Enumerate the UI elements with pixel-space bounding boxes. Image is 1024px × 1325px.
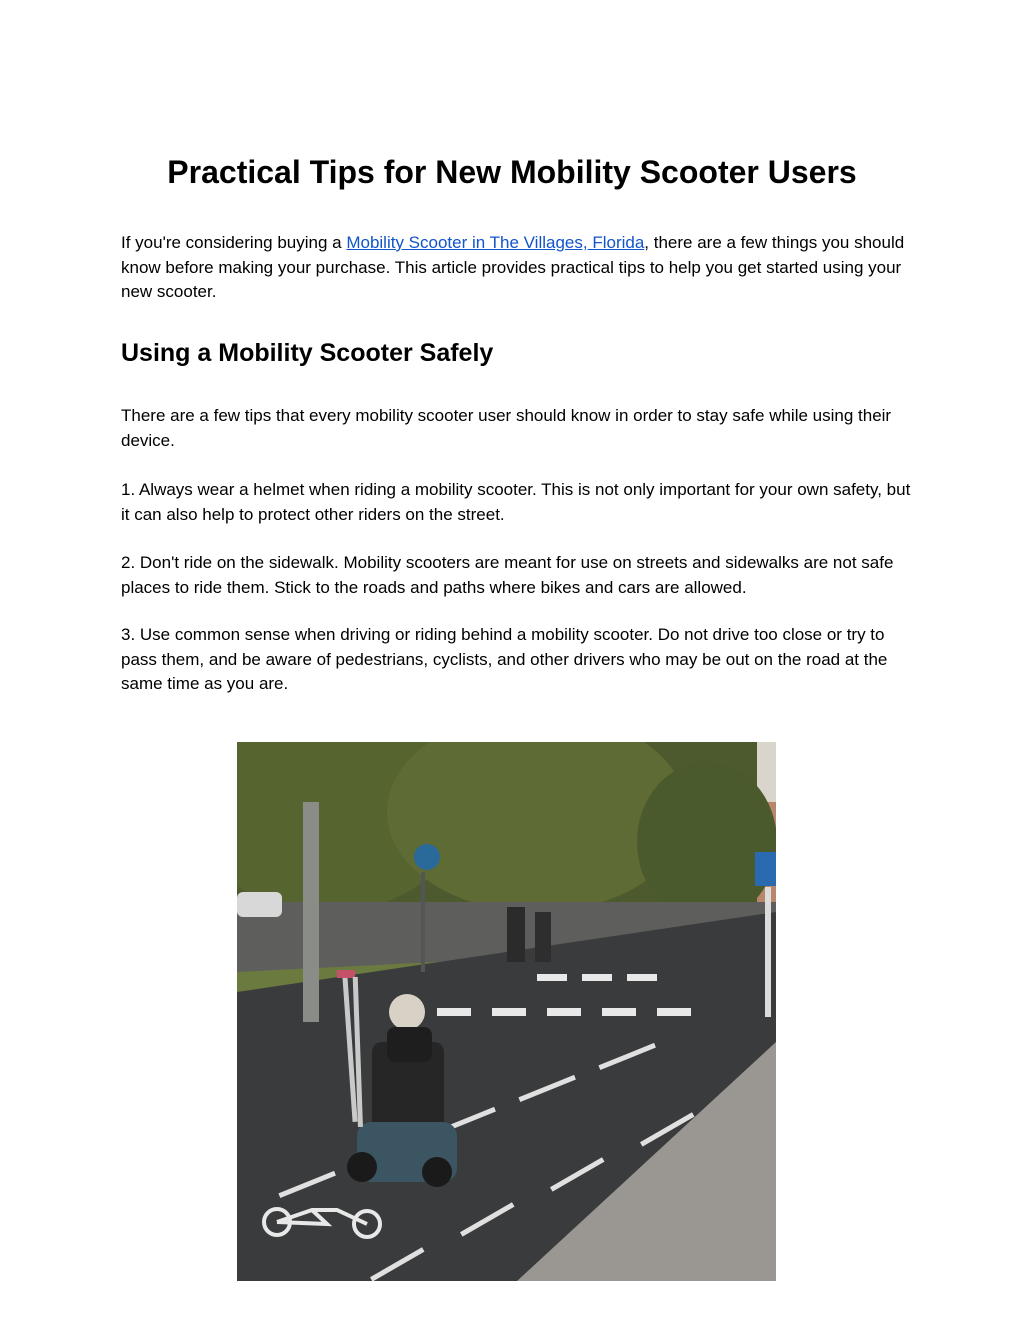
intro-paragraph [121,231,921,305]
section-heading: Using a Mobility Scooter Safely [121,339,494,367]
intro-text-before: If you're considering buying a [121,233,347,252]
intro-text-after: , there are a few things you should know before making your purchase. This article provides practical tips to help you get started using your new scooter. [121,233,905,301]
tip-3-paragraph: 3. Use common sense when driving or riding behind a mobility scooter. Do not drive too close or try to pass them, and be aware of pedestrians, cyclists, and other drivers who may be out on the road at the same time as you are. [121,625,888,693]
page-title: Practical Tips for New Mobility Scooter Users [167,154,857,190]
tip-2-paragraph: 2. Don't ride on the sidewalk. Mobility scooters are meant for use on streets and sidewalks are not safe places to ride them. Stick to the roads and paths where bikes and cars are allowed. [121,553,894,597]
tip-1-paragraph: 1. Always wear a helmet when riding a mobility scooter. This is not only important for your own safety, but it can also help to protect other riders on the street. [121,480,911,524]
mobility-scooter-street-photo [237,742,776,1281]
mobility-scooter-link[interactable]: Mobility Scooter in The Villages, Florida [346,233,645,252]
safety-intro-paragraph: There are a few tips that every mobility scooter user should know in order to stay safe while using their device. [121,406,892,450]
